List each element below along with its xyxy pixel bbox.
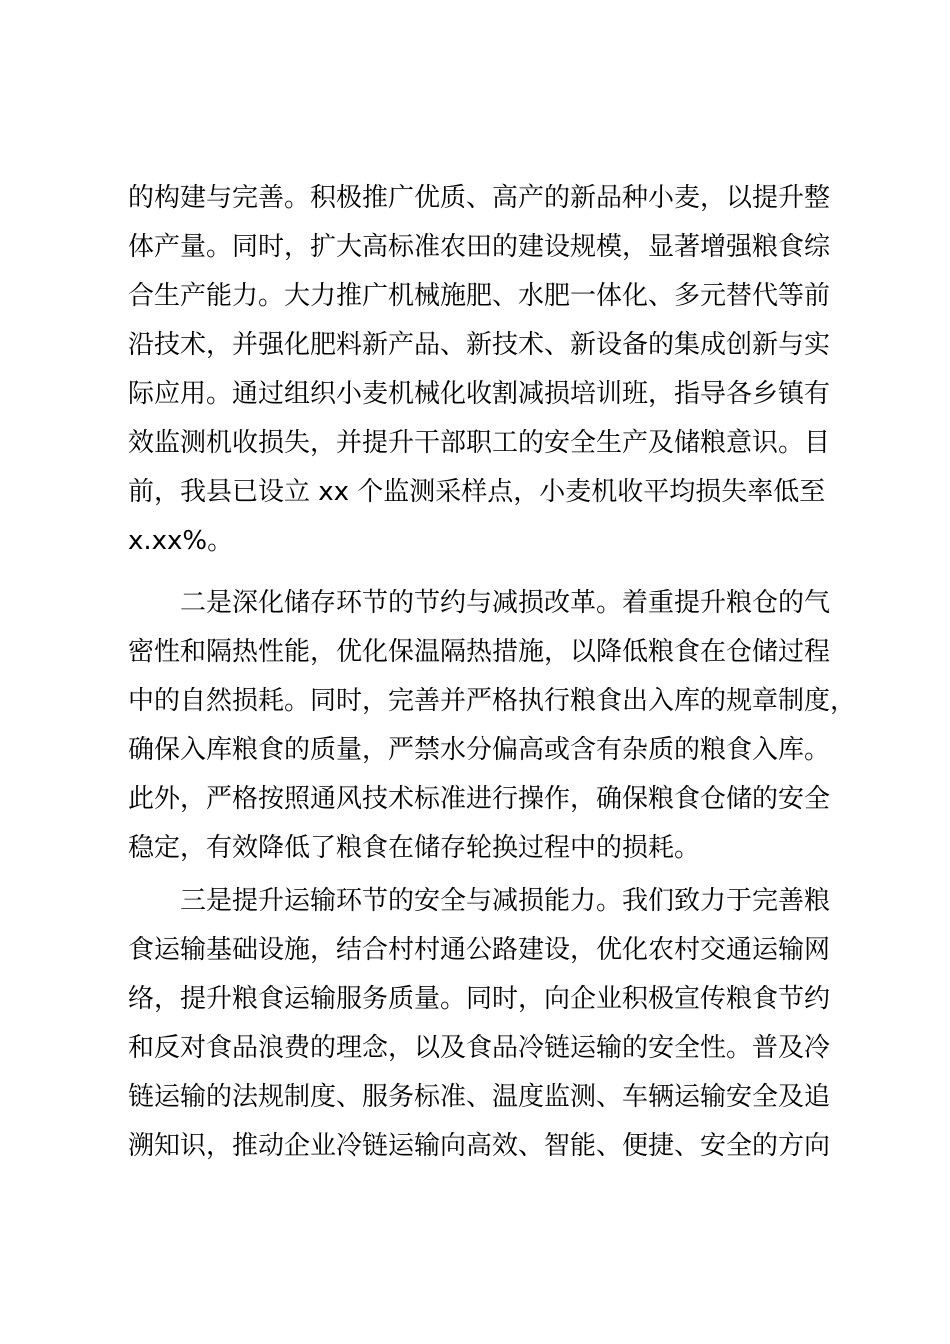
text-line: 食运输基础设施，结合村村通公路建设，优化农村交通运输网 bbox=[128, 935, 831, 965]
text-line: 此外，严格按照通风技术标准进行操作，确保粮食仓储的安全 bbox=[128, 784, 831, 814]
text-line: 体产量。同时，扩大高标准农田的建设规模，显著增强粮食综 bbox=[128, 232, 831, 262]
text-line: 沿技术，并强化肥料新产品、新技术、新设备的集成创新与实 bbox=[128, 330, 831, 360]
text-line: 中的自然损耗。同时，完善并严格执行粮食出入库的规章制度， bbox=[128, 686, 857, 716]
text-line: 际应用。通过组织小麦机械化收割减损培训班，指导各乡镇有 bbox=[128, 379, 831, 409]
paragraph-start-line: 二是深化储存环节的节约与减损改革。着重提升粮仓的气 bbox=[180, 588, 831, 618]
text-line: 密性和隔热性能，优化保温隔热措施，以降低粮食在仓储过程 bbox=[128, 637, 831, 667]
text-line: 的构建与完善。积极推广优质、高产的新品种小麦，以提升整 bbox=[128, 183, 831, 213]
text-line: 溯知识，推动企业冷链运输向高效、智能、便捷、安全的方向 bbox=[128, 1131, 831, 1161]
text-line: 前，我县已设立 xx 个监测采样点，小麦机收平均损失率低至 bbox=[128, 477, 826, 507]
paragraph-start-line: 三是提升运输环节的安全与减损能力。我们致力于完善粮 bbox=[180, 886, 831, 916]
text-line: 和反对食品浪费的理念，以及食品冷链运输的安全性。普及冷 bbox=[128, 1033, 831, 1063]
text-line: 确保入库粮食的质量，严禁水分偏高或含有杂质的粮食入库。 bbox=[128, 735, 831, 765]
text-line: 链运输的法规制度、服务标准、温度监测、车辆运输安全及追 bbox=[128, 1082, 831, 1112]
text-line: 络，提升粮食运输服务质量。同时，向企业积极宣传粮食节约 bbox=[128, 984, 831, 1014]
text-line: 稳定，有效降低了粮食在储存轮换过程中的损耗。 bbox=[128, 833, 701, 863]
text-line: 合生产能力。大力推广机械施肥、水肥一体化、多元替代等前 bbox=[128, 281, 831, 311]
text-line: x.xx%。 bbox=[128, 526, 234, 556]
text-line: 效监测机收损失，并提升干部职工的安全生产及储粮意识。目 bbox=[128, 428, 831, 458]
